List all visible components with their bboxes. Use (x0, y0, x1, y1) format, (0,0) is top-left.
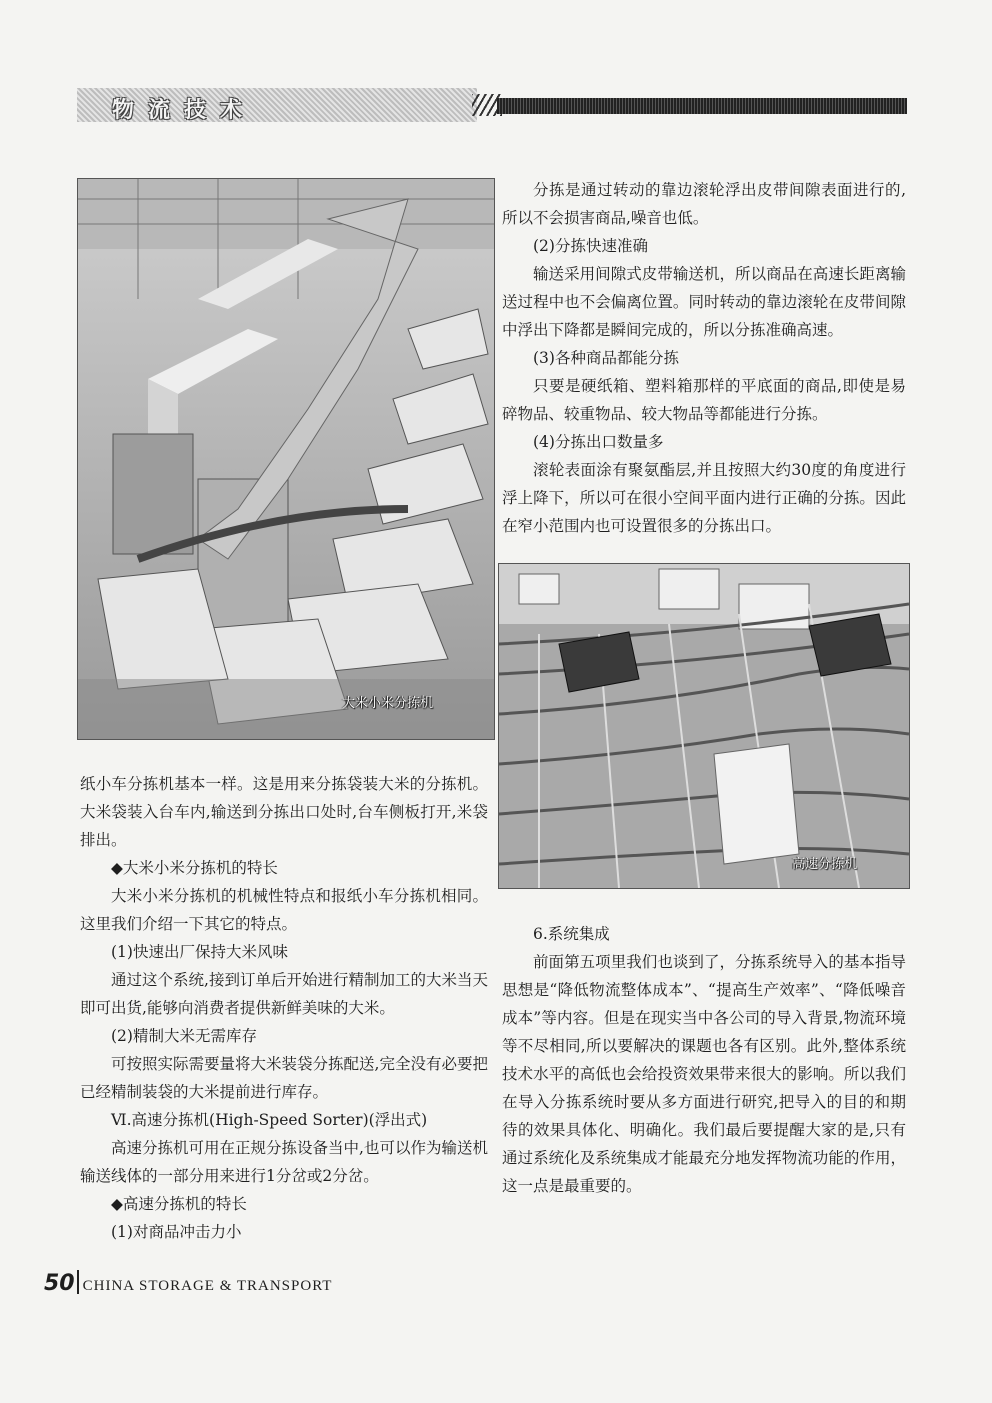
high-speed-sorter-illustration (499, 564, 909, 888)
subheading: ◆大米小米分拣机的特长 (111, 859, 278, 877)
page-footer (44, 1270, 332, 1296)
subheading: (3)各种商品都能分拣 (533, 349, 679, 367)
paragraph: 滚轮表面涂有聚氨酯层,并且按照大约30度的角度进行浮上降下，所以可在很小空间平面内进行正确的分拣。因此在窄小范围内也可设置很多的分拣出口。 (502, 461, 906, 535)
section-heading: 6.系统集成 (533, 925, 610, 943)
page-number: 50 (44, 1271, 75, 1296)
footer-divider (77, 1270, 79, 1294)
subheading: (1)快速出厂保持大米风味 (111, 943, 288, 961)
paragraph: 只要是硬纸箱、塑料箱那样的平底面的商品,即使是易碎物品、较重物品、较大物品等都能进行分拣。 (502, 377, 906, 423)
paragraph: 大米小米分拣机的机械性特点和报纸小车分拣机相同。这里我们介绍一下其它的特点。 (80, 887, 488, 933)
paragraph: 输送采用间隙式皮带输送机，所以商品在高速长距离输送过程中也不会偏离位置。同时转动的靠边滚轮在皮带间隙中浮出下降都是瞬间完成的，所以分拣准确高速。 (502, 265, 906, 339)
paragraph: 前面第五项里我们也谈到了，分拣系统导入的基本指导思想是“降低物流整体成本”、“提高生产效率”、“降低噪音成本”等内容。但是在现实当中各公司的导入背景,物流环境等不尽相同,所以要解决的课题也各有区别。此外,整体系统技术水平的高低也会给投资效果带来很大的影响。所以我们在导入分拣系统时要从多方面进行研究,把导入的目的和期待的效果具体化、明确化。我们最后要提醒大家的是,只有通过系统化及系统集成才能最充分地发挥物流功能的作用，这一点是最重要的。 (502, 953, 906, 1195)
paragraph: 分拣是通过转动的靠边滚轮浮出皮带间隙表面进行的,所以不会损害商品,噪音也低。 (502, 181, 906, 227)
right-column-top (502, 176, 906, 540)
subheading: Ⅵ.高速分拣机(High-Speed Sorter)(浮出式) (111, 1111, 428, 1129)
paragraph: 可按照实际需要量将大米装袋分拣配送,完全没有必要把已经精制装袋的大米提前进行库存。 (80, 1055, 488, 1101)
paragraph: 通过这个系统,接到订单后开始进行精制加工的大米当天即可出货,能够向消费者提供新鲜美味的大米。 (80, 971, 488, 1017)
left-column-bottom (80, 770, 488, 1246)
high-speed-sorter-caption: 高速分拣机 (792, 857, 858, 872)
high-speed-sorter-photo (498, 563, 910, 889)
subheading: (2)分拣快速准确 (533, 237, 648, 255)
rice-sorter-photo (77, 178, 495, 740)
rice-sorter-illustration (78, 179, 494, 739)
rice-sorter-caption: 大米小米分拣机 (342, 696, 434, 711)
subheading: ◆高速分拣机的特长 (111, 1195, 247, 1213)
magazine-name: CHINA STORAGE & TRANSPORT (82, 1278, 333, 1294)
subheading: (1)对商品冲击力小 (111, 1223, 242, 1241)
section-title: 物流技术 (112, 98, 257, 123)
subheading: (2)精制大米无需库存 (111, 1027, 257, 1045)
paragraph: 纸小车分拣机基本一样。这是用来分拣袋装大米的分拣机。大米袋装入台车内,输送到分拣出口处时,台车侧板打开,米袋排出。 (80, 775, 488, 849)
subheading: (4)分拣出口数量多 (533, 433, 664, 451)
paragraph: 高速分拣机可用在正规分拣设备当中,也可以作为输送机输送线体的一部分用来进行1分岔或2分岔。 (80, 1139, 488, 1185)
right-column-bottom (502, 920, 906, 1200)
header-pattern-right (497, 98, 907, 114)
